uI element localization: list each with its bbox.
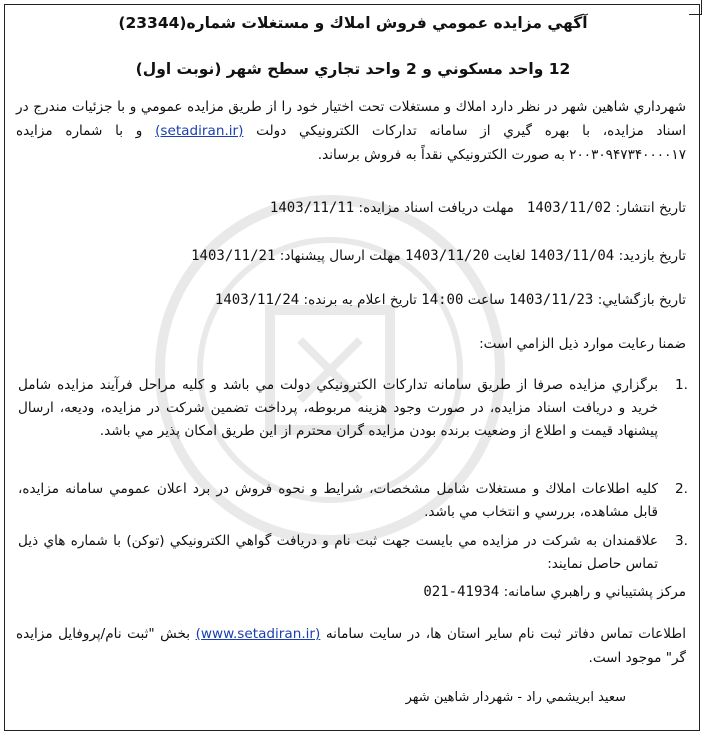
- time-label: ساعت: [467, 292, 505, 308]
- opening-label: تاريخ بازگشايي:: [597, 292, 686, 308]
- list-item-index: 2.: [675, 481, 688, 497]
- list-item-index: 3.: [675, 533, 688, 549]
- corner-mark: [689, 0, 702, 15]
- contact-text-1: اطلاعات تماس دفاتر ثبت نام ساير استان ها، در سايت سامانه: [325, 626, 686, 642]
- visit-from-date: 1403/11/04: [529, 248, 615, 264]
- offer-deadline-label: مهلت ارسال پيشنهاد:: [279, 248, 401, 264]
- opening-dates-line: [215, 292, 686, 308]
- opening-date: 1403/11/23: [509, 292, 594, 308]
- list-item: [18, 478, 688, 524]
- publish-date: 1403/11/02: [526, 200, 612, 216]
- publish-dates-line: [270, 200, 686, 216]
- list-item-text: علاقمندان به شركت در مزايده مي بايست جهت ثبت نام و دريافت گواهي الكترونيكي (توكن) با شماره هاي ذيل تماس حاصل نمايند:: [18, 533, 658, 572]
- requirements-intro: ضمنا رعايت موارد ذيل الزامي است:: [479, 336, 686, 352]
- ad-title: آگهي مزايده عمومي فروش املاك و مستغلات شماره(23344): [118, 14, 588, 32]
- list-item-text: كليه اطلاعات املاك و مستغلات شامل مشخصات، شرايط و نحوه فروش در برد اعلان عمومي سامانه مزايده، قابل مشاهده، بررسي و انتخاب مي باشد.: [18, 481, 658, 520]
- support-line: [423, 584, 686, 600]
- contact-paragraph: [16, 622, 686, 670]
- contact-text-2: بخش "ثبت نام/پروفايل مزايده گر" موجود است.: [16, 626, 686, 666]
- setadiran-www-link[interactable]: (www.setadiran.ir): [195, 626, 321, 642]
- visit-until-label: لغايت: [493, 248, 526, 264]
- ad-subtitle: 12 واحد مسكوني و 2 واحد تجاري سطح شهر (نوبت اول): [135, 60, 571, 78]
- list-item-text: برگزاري مزايده صرفا از طريق سامانه تداركات الكترونيكي دولت مي باشد و كليه مراحل فرآيند مزايده شامل خريد و دريافت اسناد مزايده، در صورت وجود هزينه مربوطه، پرداخت تضمين شركت در مزايده، وديعه، ارسال پيشنهاد قيمت و اطلاع از وضعيت برنده بودن مزايده گران محترم از اين طريق امكان پذير مي باشد.: [18, 377, 658, 439]
- opening-time: 14:00: [421, 292, 464, 308]
- visit-label: تاريخ بازديد:: [618, 248, 686, 264]
- setadiran-link[interactable]: (setadiran.ir): [155, 123, 244, 139]
- list-item: [18, 530, 688, 576]
- docs-deadline-date: 1403/11/11: [269, 200, 355, 216]
- offer-deadline-date: 1403/11/21: [191, 248, 276, 264]
- intro-text-2: و با شماره مزايده ۲۰۰۳۰۹۴۷۳۴۰۰۰۰۱۷ به صورت الكترونيكي نقداً به فروش برساند.: [16, 123, 686, 163]
- signature: سعيد ابريشمي راد - شهردار شاهين شهر: [405, 690, 626, 705]
- support-phone: 021-41934: [423, 584, 500, 600]
- visit-dates-line: [191, 248, 686, 264]
- visit-until-date: 1403/11/20: [405, 248, 490, 264]
- support-label: مركز پشتيباني و راهبري سامانه:: [503, 584, 686, 600]
- publish-label: تاريخ انتشار:: [615, 200, 686, 216]
- docs-deadline-label: مهلت دريافت اسناد مزايده:: [358, 200, 514, 216]
- winner-date: 1403/11/24: [214, 292, 300, 308]
- list-item-index: 1.: [675, 377, 688, 393]
- intro-text-1: شهرداري شاهين شهر در نظر دارد املاك و مستغلات تحت اختيار خود را از طريق مزايده عمومي و با جزئيات مندرج در اسناد مزايده، با بهره گيري از سامانه تداركات الكترونيكي دولت: [16, 99, 686, 139]
- list-item: [18, 374, 688, 443]
- intro-paragraph: [16, 95, 686, 167]
- winner-label: تاريخ اعلام به برنده:: [303, 292, 417, 308]
